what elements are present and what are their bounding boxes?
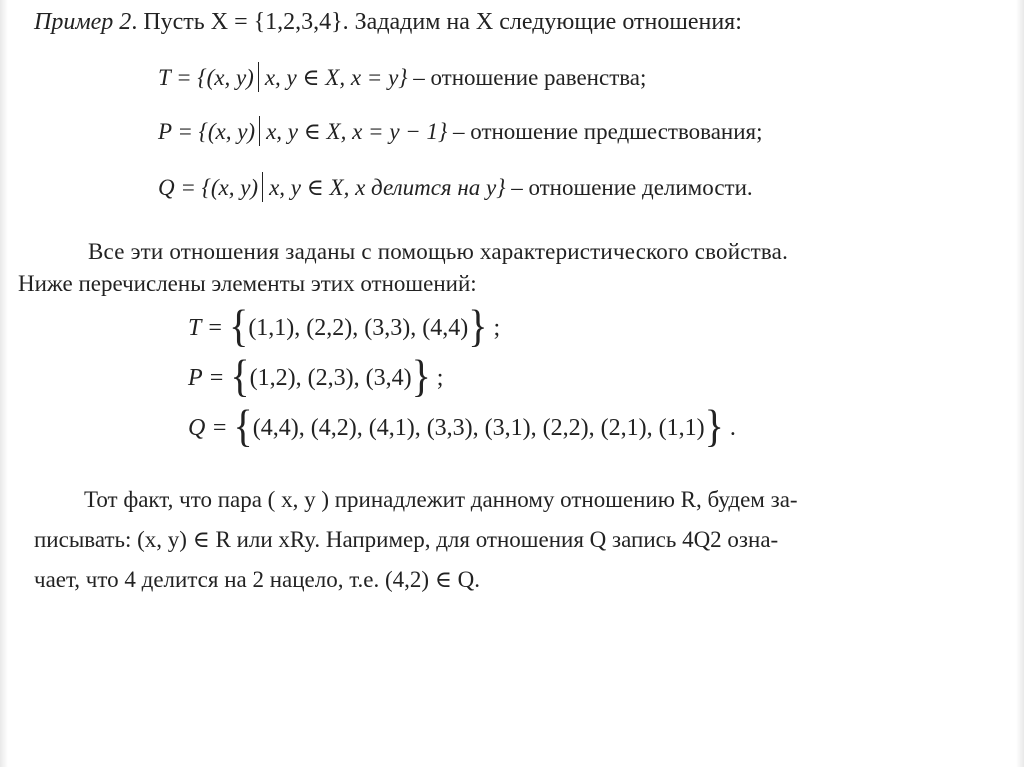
set-P xyxy=(188,349,444,402)
set-T xyxy=(188,299,501,352)
set-Q xyxy=(188,399,736,452)
set-Q-tail: . xyxy=(729,415,736,441)
definition-P xyxy=(158,116,763,146)
set-T-tail: ; xyxy=(493,315,501,341)
example-intro: Пусть X = {1,2,3,4}. Зададим на X следующие отношения: xyxy=(143,9,742,35)
definition-Q-condition: x, y ∈ X, x делится на y} xyxy=(269,175,506,200)
definition-Q xyxy=(158,172,753,202)
set-builder-bar xyxy=(258,62,259,92)
paragraph-1-line-1: Все эти отношения заданы с помощью характеристического свойства. xyxy=(88,239,789,264)
definition-P-lhs: P = {(x, y) xyxy=(158,119,256,144)
left-brace: { xyxy=(230,349,250,402)
right-brace: } xyxy=(704,399,724,452)
right-brace: } xyxy=(468,299,488,352)
set-T-lhs: T = xyxy=(188,315,224,341)
example-label-dot: . xyxy=(131,9,144,35)
definition-T-condition: x, y ∈ X, x = y} xyxy=(264,65,408,90)
set-builder-bar xyxy=(259,116,260,146)
set-Q-elements: (4,4), (4,2), (4,1), (3,3), (3,1), (2,2), (2,1), (1,1) xyxy=(252,415,705,441)
set-T-elements: (1,1), (2,2), (3,3), (4,4) xyxy=(248,315,469,341)
definition-P-condition: x, y ∈ X, x = y − 1} xyxy=(266,119,448,144)
set-P-tail: ; xyxy=(436,365,444,391)
example-label: Пример 2 xyxy=(34,9,132,35)
set-P-elements: (1,2), (2,3), (3,4) xyxy=(249,365,412,391)
definition-T xyxy=(158,62,646,92)
paragraph-1-line-2: Ниже перечислены элементы этих отношений: xyxy=(18,271,477,296)
example-heading xyxy=(34,8,742,36)
paragraph-2-line-2: писывать: (x, y) ∈ R или xRy. Например, для отношения Q запись 4Q2 озна- xyxy=(34,527,779,552)
left-brace: { xyxy=(229,299,249,352)
definition-T-lhs: T = {(x, y) xyxy=(158,65,254,90)
set-Q-lhs: Q = xyxy=(188,415,228,441)
set-P-lhs: P = xyxy=(188,365,225,391)
definition-P-description: – отношение предшествования; xyxy=(453,119,763,144)
definition-Q-lhs: Q = {(x, y) xyxy=(158,175,259,200)
set-builder-bar xyxy=(262,172,263,202)
paragraph-2-line-1: Тот факт, что пара ( x, y ) принадлежит данному отношению R, будем за- xyxy=(84,487,798,512)
paragraph-2-line-3: чает, что 4 делится на 2 нацело, т.е. (4,2) ∈ Q. xyxy=(34,567,480,592)
definition-Q-description: – отношение делимости. xyxy=(511,175,753,200)
left-brace: { xyxy=(233,399,253,452)
right-brace: } xyxy=(411,349,431,402)
definition-T-description: – отношение равенства; xyxy=(413,65,647,90)
